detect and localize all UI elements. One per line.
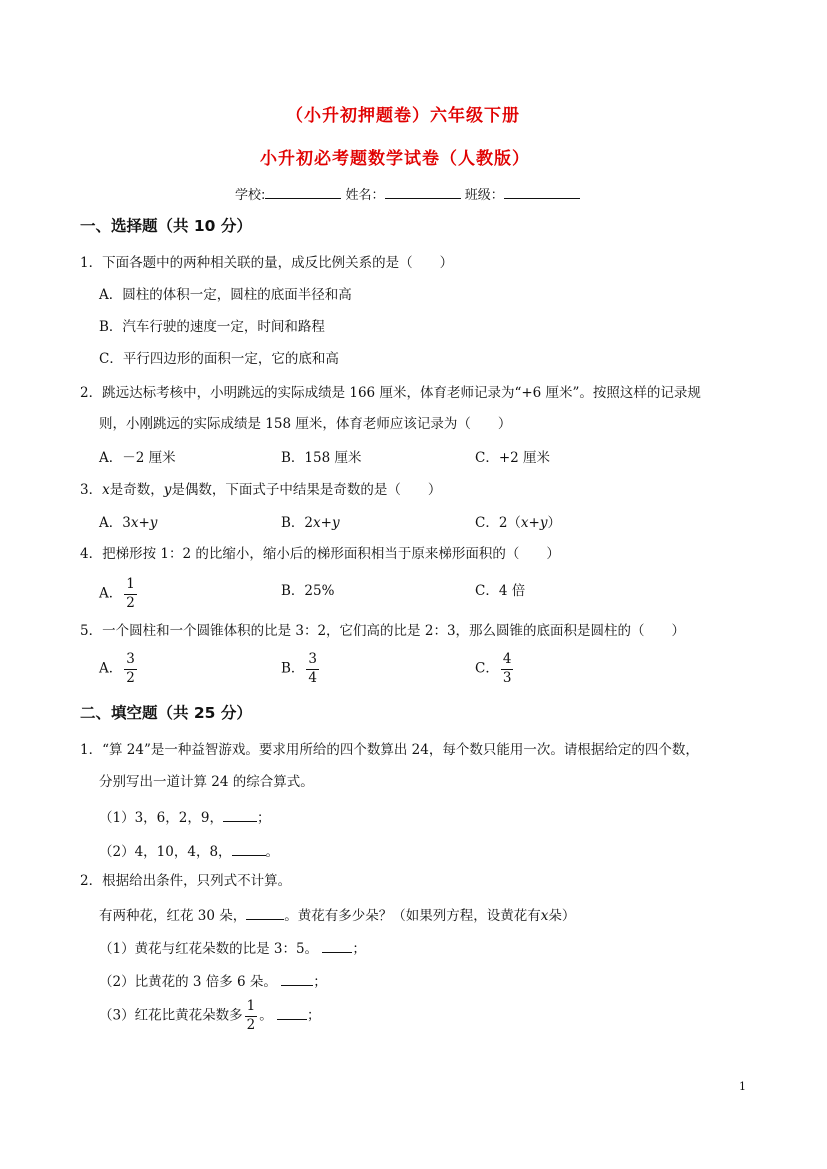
answer-blank[interactable] [246, 907, 284, 920]
student-info-row [235, 186, 580, 202]
answer-blank[interactable] [277, 1007, 307, 1020]
school-field[interactable] [265, 186, 341, 199]
q5-stem: 5．一个圆柱和一个圆锥体积的比是 3：2，它们高的比是 2：3，那么圆锥的底面积是圆柱的（ ） [80, 623, 686, 639]
fill-q1-part-2: （2）4，10，4，8， 。 [99, 844, 280, 860]
q4-option-c: C．4 倍 [475, 583, 526, 599]
q3-option-c: C．2（x+y） [475, 515, 561, 531]
q3-option-b: B．2x+y [281, 515, 340, 531]
title-line-1: （小升初押题卷）六年级下册 [286, 106, 520, 126]
fraction: $\frac{4}{3}$ [502, 651, 512, 686]
fill-q2-part-1: （1）黄花与红花朵数的比是 3：5。 ； [99, 941, 366, 957]
section-1-heading: 一、选择题（共 10 分） [80, 217, 252, 235]
q1-stem: 1．下面各题中的两种相关联的量，成反比例关系的是（ ） [80, 255, 454, 271]
answer-blank[interactable] [223, 809, 257, 822]
q1-option-c: C．平行四边形的面积一定，它的底和高 [99, 351, 339, 367]
fill-q2-part-2: （2）比黄花的 3 倍多 6 朵。 ； [99, 974, 327, 990]
fraction: $\frac{3}{2}$ [126, 651, 135, 686]
name-label: 姓名： [345, 188, 385, 203]
section-2-heading: 二、填空题（共 25 分） [80, 704, 252, 722]
name-field[interactable] [385, 186, 461, 199]
q3-option-a: A．3x+y [99, 515, 158, 531]
title-line-2: 小升初必考题数学试卷（人教版） [260, 149, 530, 169]
fraction: $\frac{1}{2}$ [126, 576, 135, 611]
q4-stem: 4．把梯形按 1：2 的比缩小，缩小后的梯形面积相当于原来梯形面积的（ ） [80, 546, 560, 562]
q2-option-a: A．－2 厘米 [99, 450, 176, 466]
fill-q1-part-1: （1）3，6，2，9， ； [99, 810, 271, 826]
q4-option-a: A． $\frac{1}{2}$ [99, 576, 135, 611]
q5-option-a: A． $\frac{3}{2}$ [99, 651, 135, 686]
fill-q2-context: 有两种花，红花 30 朵， 。黄花有多少朵？（如果列方程，设黄花有x朵） [99, 908, 576, 924]
class-field[interactable] [504, 186, 580, 199]
page-number: 1 [739, 1080, 746, 1093]
q1-option-a: A．圆柱的体积一定，圆柱的底面半径和高 [99, 287, 352, 303]
fraction: $\frac{1}{2}$ [246, 998, 256, 1033]
answer-blank[interactable] [232, 843, 266, 856]
q1-option-b: B．汽车行驶的速度一定，时间和路程 [99, 319, 325, 335]
answer-blank[interactable] [322, 940, 352, 953]
q5-option-c: C． $\frac{4}{3}$ [475, 651, 512, 686]
q2-option-c: C．+2 厘米 [475, 450, 551, 466]
q2-option-b: B．158 厘米 [281, 450, 362, 466]
q3-stem: 3．x是奇数，y是偶数，下面式子中结果是奇数的是（ ） [80, 482, 442, 498]
q2-stem-line-1: 2．跳远达标考核中，小明跳远的实际成绩是 166 厘米，体育老师记录为“+6 厘米”。按照这样的记录规 [80, 385, 701, 401]
fill-q2-part-3: （3）红花比黄花朵数多 $\frac{1}{2}$ 。 ； [99, 998, 321, 1033]
q5-option-b: B． $\frac{3}{4}$ [281, 651, 318, 686]
fill-q1-stem-line-1: 1．“算 24”是一种益智游戏。要求用所给的四个数算出 24，每个数只能用一次。请根据给定的四个数， [80, 742, 699, 758]
fraction: $\frac{3}{4}$ [308, 651, 318, 686]
school-label: 学校: [235, 188, 266, 203]
fill-q2-stem: 2．根据给出条件，只列式不计算。 [80, 873, 292, 889]
q2-stem-line-2: 则，小刚跳远的实际成绩是 158 厘米，体育老师应该记录为（ ） [99, 416, 512, 432]
class-label: 班级： [464, 188, 504, 203]
q4-option-b: B．25% [281, 583, 335, 599]
fill-q1-stem-line-2: 分别写出一道计算 24 的综合算式。 [99, 774, 314, 790]
answer-blank[interactable] [281, 973, 313, 986]
